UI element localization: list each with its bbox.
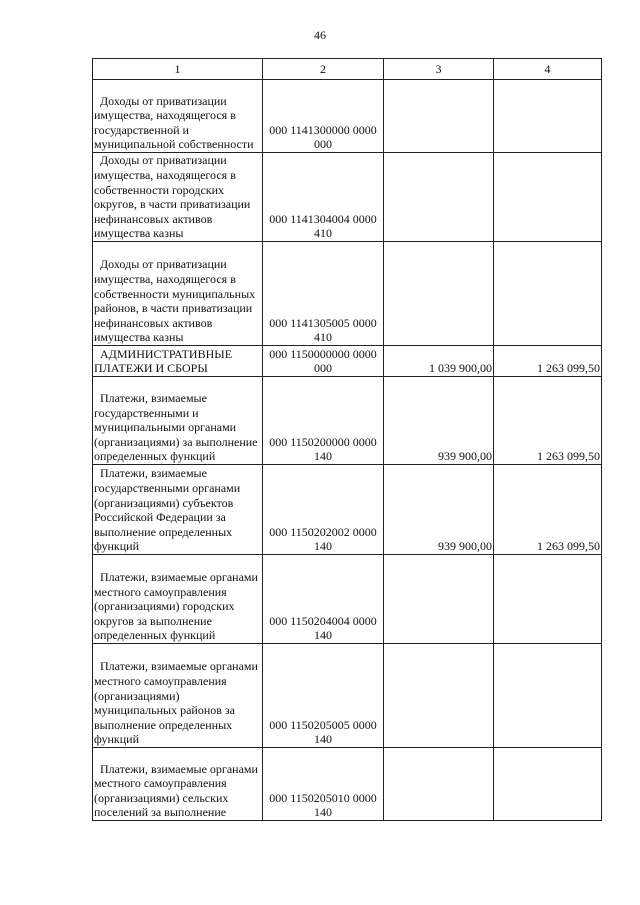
table-row	[93, 644, 602, 748]
row-name-cell	[93, 242, 263, 346]
row-name-cell	[93, 748, 263, 821]
row-code-cell	[263, 346, 384, 377]
row-value-4	[494, 153, 602, 242]
table-row	[93, 465, 602, 555]
row-value-4: 1 263 099,50	[494, 465, 602, 555]
header-col-2: 2	[263, 59, 384, 80]
table-header-row	[93, 59, 602, 80]
row-code: 000 1150205005 0000 140	[269, 717, 377, 747]
row-name: Платежи, взимаемые государственными и муниципальными органами (организациями) за выполнение определенных функций	[94, 391, 258, 464]
row-value-3: 939 900,00	[384, 377, 494, 465]
table-row	[93, 748, 602, 821]
row-value-4	[494, 555, 602, 644]
row-value-3: 939 900,00	[384, 465, 494, 555]
header-col-3: 3	[384, 59, 494, 80]
row-code-cell	[263, 748, 384, 821]
table-row	[93, 555, 602, 644]
row-value-3	[384, 242, 494, 346]
row-name: Платежи, взимаемые органами местного самоуправления (организациями) сельских поселений за выполнение	[94, 761, 258, 820]
row-code-cell	[263, 644, 384, 748]
row-code: 000 1150200000 0000 140	[269, 434, 377, 464]
table-row	[93, 346, 602, 377]
row-code: 000 1150204004 0000 140	[269, 613, 377, 643]
row-value-4	[494, 644, 602, 748]
row-value-4: 1 263 099,50	[494, 346, 602, 377]
row-name: Платежи, взимаемые государственными органами (организациями) субъектов Российской Федерации за выполнение определенных функций	[94, 466, 241, 554]
row-value-3: 1 039 900,00	[384, 346, 494, 377]
row-name-cell	[93, 80, 263, 153]
row-code-cell	[263, 465, 384, 555]
row-code: 000 1150000000 0000 000	[269, 346, 377, 376]
row-value-3	[384, 153, 494, 242]
table-row	[93, 153, 602, 242]
page-number: 46	[314, 28, 326, 42]
row-name-cell	[93, 465, 263, 555]
row-code-cell	[263, 377, 384, 465]
row-code: 000 1141300000 0000 000	[269, 122, 377, 152]
row-value-3	[384, 555, 494, 644]
row-value-4	[494, 242, 602, 346]
row-value-3	[384, 748, 494, 821]
row-value-4	[494, 80, 602, 153]
row-code-cell	[263, 242, 384, 346]
row-code-cell	[263, 153, 384, 242]
table-row	[93, 242, 602, 346]
row-name: Доходы от приватизации имущества, находящегося в собственности муниципальных районов, в части приватизации нефинансовых активов имущества казны	[94, 257, 256, 345]
header-col-4: 4	[494, 59, 602, 80]
row-name-cell	[93, 555, 263, 644]
row-code-cell	[263, 555, 384, 644]
header-col-1: 1	[93, 59, 263, 80]
revenue-table	[92, 58, 602, 821]
row-code: 000 1141304004 0000 410	[269, 211, 377, 241]
row-name-cell	[93, 153, 263, 242]
table-row	[93, 80, 602, 153]
row-name: Доходы от приватизации имущества, находящегося в государственной и муниципальной собственности	[94, 93, 254, 152]
row-code-cell	[263, 80, 384, 153]
row-name-cell	[93, 377, 263, 465]
row-value-4: 1 263 099,50	[494, 377, 602, 465]
row-name-cell	[93, 346, 263, 377]
row-value-4	[494, 748, 602, 821]
row-name: АДМИНИСТРАТИВНЫЕ ПЛАТЕЖИ И СБОРЫ	[94, 346, 233, 376]
row-code: 000 1141305005 0000 410	[269, 315, 377, 345]
table-row	[93, 377, 602, 465]
row-name: Платежи, взимаемые органами местного самоуправления (организациями) городских округов за выполнение определенных функций	[94, 570, 258, 643]
row-value-3	[384, 80, 494, 153]
row-code: 000 1150202002 0000 140	[269, 524, 377, 554]
row-name-cell	[93, 644, 263, 748]
row-code: 000 1150205010 0000 140	[269, 790, 377, 820]
row-value-3	[384, 644, 494, 748]
row-name: Платежи, взимаемые органами местного самоуправления (организациями) муниципальных районов за выполнение определенных функций	[94, 659, 258, 747]
row-name: Доходы от приватизации имущества, находящегося в собственности городских округов, в части приватизации нефинансовых активов имущества казны	[94, 153, 251, 241]
